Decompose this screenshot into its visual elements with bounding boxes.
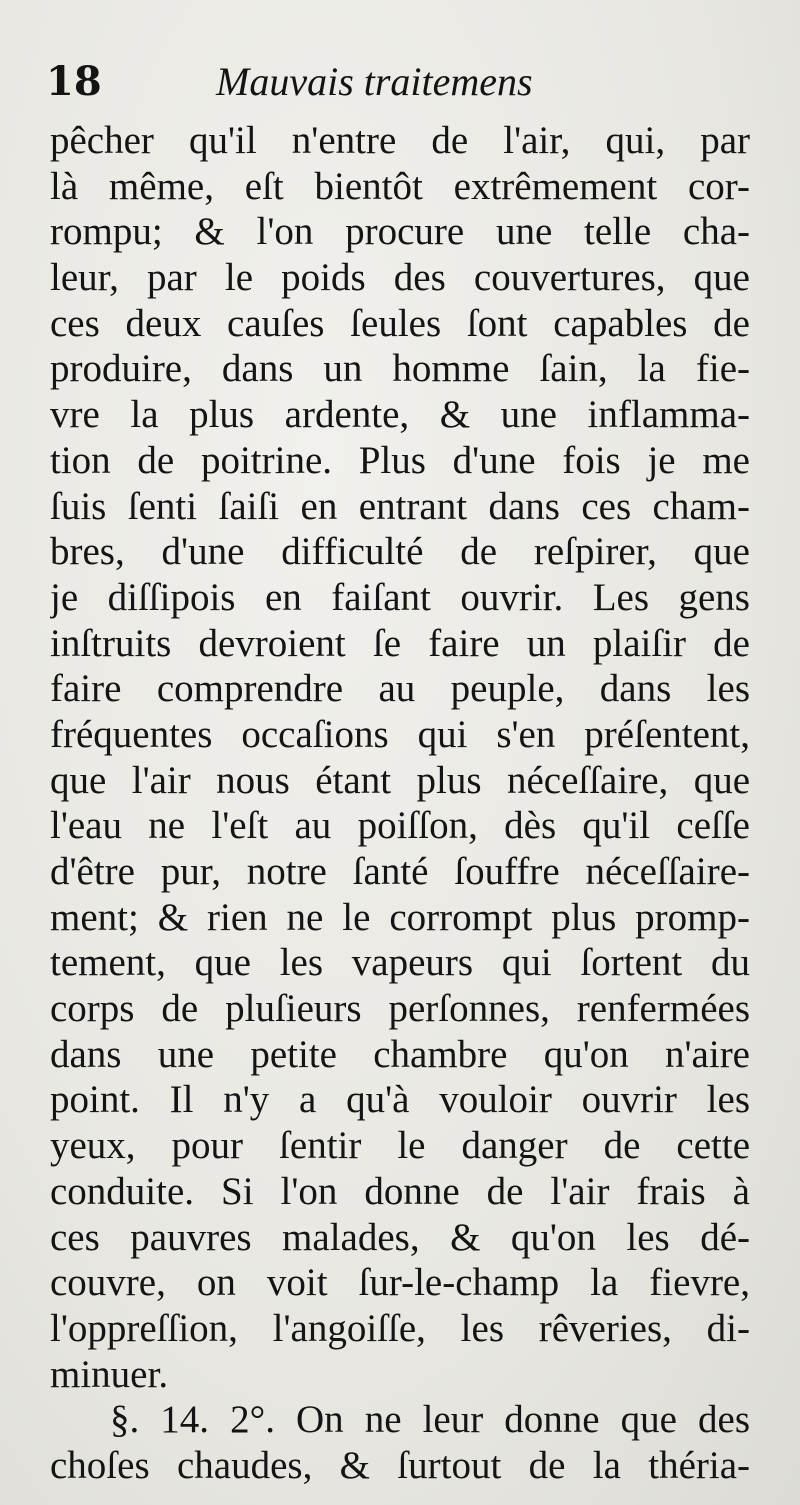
running-head: Mauvais traitemens [216, 59, 533, 104]
section-start-line: §. 14. 2°. On ne leur donne que des [110, 1398, 750, 1442]
text-line: produire, dans un homme ſain, la fie- [50, 347, 750, 391]
page-number: 18 [46, 58, 102, 105]
text-line: vre la plus ardente, & une inflamma- [50, 393, 750, 437]
text-line: pêcher qu'il n'entre de l'air, qui, par [50, 119, 750, 162]
text-line: que l'air nous étant plus néceſſaire, que [50, 758, 750, 802]
body-text [50, 118, 750, 1489]
text-line: rompu; & l'on procure une telle cha- [50, 210, 750, 254]
text-line: corps de pluſieurs perſonnes, renfermées [50, 987, 750, 1031]
text-line: je diſſipois en faiſant ouvrir. Les gens [50, 575, 750, 619]
text-line: ces pauvres malades, & qu'on les dé- [50, 1215, 750, 1259]
text-line: ſuis ſenti ſaiſi en entrant dans ces cham- [50, 484, 750, 528]
text-line: ces deux cauſes ſeules ſont capables de [50, 301, 750, 345]
text-line: minuer. [50, 1352, 169, 1396]
text-line: bres, d'une difficulté de reſpirer, que [50, 530, 750, 574]
text-line: tement, que les vapeurs qui ſortent du [50, 941, 750, 985]
text-line: d'être pur, notre ſanté ſouffre néceſſaire- [50, 850, 750, 893]
text-line: l'oppreſſion, l'angoiſſe, les rêveries, di- [50, 1306, 750, 1350]
text-line: l'eau ne l'eſt au poiſſon, dès qu'il ceſſe [50, 804, 750, 848]
text-line: yeux, pour ſentir le danger de cette [50, 1124, 750, 1168]
text-line: inſtruits devroient ſe faire un plaiſir de [50, 621, 750, 665]
text-line: leur, par le poids des couvertures, que [50, 256, 750, 300]
text-line: là même, eſt bientôt extrêmement cor- [50, 164, 750, 208]
text-line: point. Il n'y a qu'à vouloir ouvrir les [50, 1078, 750, 1122]
text-line: tion de poitrine. Plus d'une fois je me [50, 438, 750, 482]
text-line: couvre, on voit ſur-le-champ la fievre, [50, 1261, 750, 1305]
text-line: faire comprendre au peuple, dans les [50, 667, 750, 711]
text-line: choſes chaudes, & ſurtout de la théria- [50, 1443, 750, 1487]
page-header [46, 58, 746, 118]
text-line: conduite. Si l'on donne de l'air frais à [50, 1169, 750, 1213]
text-line: dans une petite chambre qu'on n'aire [50, 1032, 750, 1076]
text-line: ment; & rien ne le corrompt plus promp- [50, 895, 750, 939]
text-line: fréquentes occaſions qui s'en préſentent, [50, 712, 750, 756]
